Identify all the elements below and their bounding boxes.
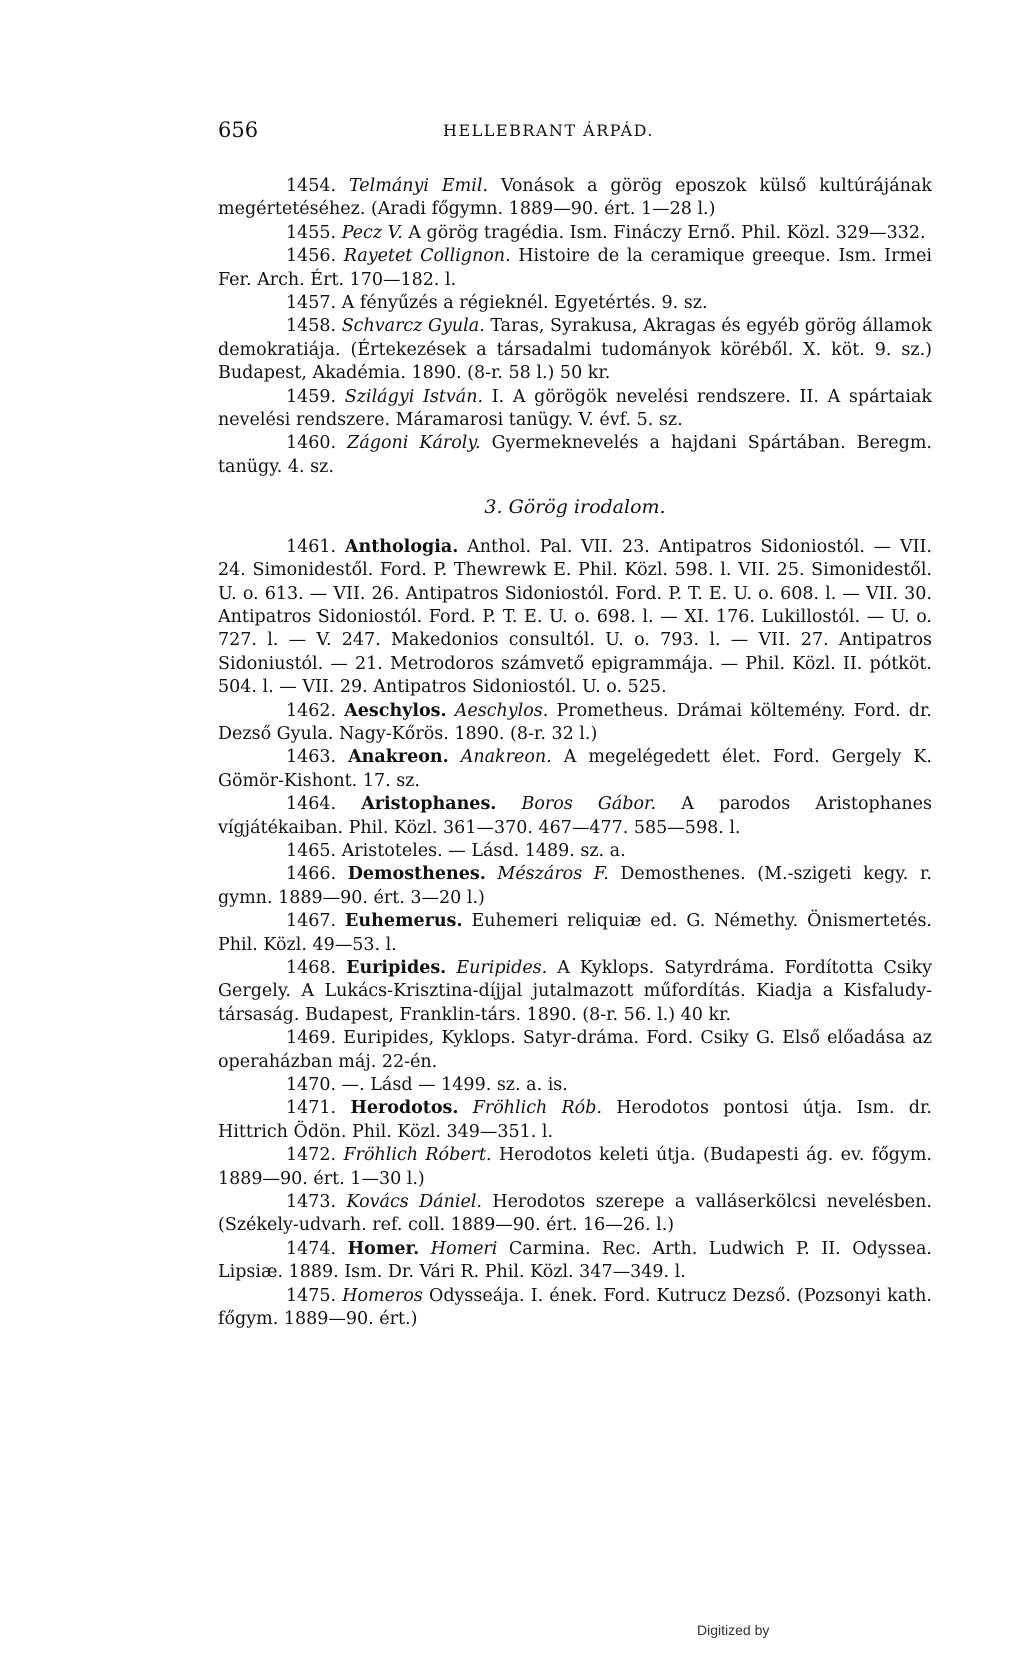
page-number: 656 bbox=[218, 118, 259, 142]
entry-subject: Aeschylos. bbox=[344, 700, 447, 721]
bibliography-entry bbox=[218, 222, 932, 245]
bibliography-entry bbox=[218, 1097, 932, 1144]
bibliography-entry bbox=[218, 175, 932, 222]
entry-number: 1471. bbox=[286, 1098, 337, 1119]
entry-text: I. A görögök nevelési rendszere. II. A spártaiak nevelési rendszere. Máramarosi tanügy. V. évf. 5. sz. bbox=[218, 386, 932, 431]
entry-text: Odysseája. I. ének. Ford. Kutrucz Dezső. (Pozsonyi kath. főgym. 1889—90. ért.) bbox=[218, 1285, 932, 1330]
entry-text: Aristoteles. — Lásd. 1489. sz. a. bbox=[336, 840, 626, 861]
digitized-by-footer: Digitized by bbox=[697, 1622, 770, 1638]
bibliography-entry bbox=[218, 1238, 932, 1285]
entry-text: Herodotos pontosi útja. Ism. dr. Hittrich Ödön. Phil. Közl. 349—351. l. bbox=[218, 1098, 932, 1142]
entry-text: Anthol. Pal. VII. 23. Antipatros Sidoniostól. — VII. 24. Simonidestől. Ford. P. Thewrewk E. Phil. Közl. 598. l. VII. 25. Simonidestől. U. o. 613. — VII. 26. Antipatros Sidoniostól. Ford. P. T. E. U. o. 608. l. — VII. 30. Antipatros Sidoniostól. Ford. P. T. E. U. o. 698. l. — XI. 176. Lukillostól. — U. o. 727. l. — V. 247. Makedonios consultól. U. o. 793. l. — VII. 27. Antipatros Sidoniustól. — 21. Metrodoros számvető epigrammája. — Phil. Közl. II. pótköt. 504. l. — VII. 29. Antipatros Sidoniostól. U. o. 525. bbox=[218, 536, 932, 698]
entry-text: Herodotos szerepe a valláserkölcsi nevelésben. (Székely-udvarh. ref. coll. 1889—90. ért. 16—26. l.) bbox=[218, 1192, 932, 1236]
bibliography-entry bbox=[218, 292, 932, 315]
entry-subject: Euripides. bbox=[346, 958, 447, 978]
entry-number: 1462. bbox=[286, 700, 337, 721]
entry-text: Taras, Syrakusa, Akragas és egyéb görög államok demokratiája. (Értekezések a társadalmi tudományok köréből. X. köt. 9. sz.) Budapest, Akadémia. 1890. (8-r. 58 l.) 50 kr. bbox=[218, 316, 932, 384]
entry-text: Prometheus. Drámai költemény. Ford. dr. Dezső Gyula. Nagy-Kőrös. 1890. (8-r. 32 l.) bbox=[218, 700, 932, 744]
entry-text: Demosthenes. (M.-szigeti kegy. r. gymn. 1889—90. ért. 3—20 l.) bbox=[218, 864, 932, 908]
entry-author: Homeri bbox=[430, 1238, 498, 1259]
entry-text: Euhemeri reliquiæ ed. G. Némethy. Önismertetés. Phil. Közl. 49—53. l. bbox=[218, 911, 932, 955]
entry-number: 1473. bbox=[286, 1192, 337, 1213]
entry-list-literature bbox=[218, 536, 932, 1332]
bibliography-entry bbox=[218, 245, 932, 292]
entry-subject: Herodotos. bbox=[350, 1098, 459, 1119]
entry-author: Zágoni Károly. bbox=[347, 433, 481, 454]
entry-number: 1466. bbox=[286, 864, 337, 885]
bibliography-entry bbox=[218, 315, 932, 385]
section-heading: 3. Görög irodalom. bbox=[484, 496, 666, 519]
entry-author: Fröhlich Róbert. bbox=[343, 1145, 492, 1166]
bibliography-entry bbox=[218, 1144, 932, 1191]
bibliography-entry bbox=[218, 432, 932, 479]
entry-author: Rayetet Collignon. bbox=[343, 246, 511, 267]
entry-text: A görög tragédia. Ism. Fináczy Ernő. Phil. Közl. 329—332. bbox=[402, 222, 926, 243]
entry-subject: Aristophanes. bbox=[361, 794, 497, 815]
entry-subject: Anakreon. bbox=[348, 747, 449, 768]
bibliography-entry bbox=[218, 793, 932, 840]
entry-number: 1459. bbox=[286, 386, 337, 407]
entry-text: Vonások a görög eposzok külső kultúrájának megértetéséhez. (Aradi főgymn. 1889—90. ért. 1—28 l.) bbox=[218, 176, 932, 220]
entry-number: 1461. bbox=[286, 536, 337, 557]
entry-author: Mészáros F. bbox=[497, 864, 609, 885]
entry-number: 1472. bbox=[286, 1145, 337, 1166]
bibliography-entry bbox=[218, 1074, 932, 1097]
entry-author: Homeros bbox=[342, 1285, 423, 1306]
entry-author: Euripides. bbox=[456, 958, 548, 978]
entry-author: Aeschylos. bbox=[454, 700, 549, 721]
entry-author: Anakreon. bbox=[460, 747, 552, 768]
bibliography-entry bbox=[218, 746, 932, 793]
entry-number: 1454. bbox=[286, 176, 337, 196]
entry-author: Schvarcz Gyula. bbox=[341, 316, 485, 337]
entry-list-general bbox=[218, 175, 932, 479]
entry-number: 1456. bbox=[286, 246, 337, 267]
bibliography-entry bbox=[218, 863, 932, 910]
bibliography-entry bbox=[218, 1285, 932, 1332]
entry-number: 1463. bbox=[286, 747, 337, 768]
entry-number: 1474. bbox=[286, 1238, 337, 1259]
bibliography-entry bbox=[218, 700, 932, 747]
entry-author: Pecz V. bbox=[341, 222, 403, 243]
entry-text: A megelégedett élet. Ford. Gergely K. Gömör-Kishont. 17. sz. bbox=[218, 747, 932, 791]
entry-number: 1457. bbox=[286, 293, 337, 314]
entry-number: 1464. bbox=[286, 794, 337, 815]
entry-author: Szilágyi István. bbox=[344, 386, 484, 407]
entry-number: 1455. bbox=[286, 222, 337, 243]
bibliography-entry bbox=[218, 840, 932, 863]
entry-number: 1470. bbox=[286, 1075, 337, 1096]
entry-text: Gyermeknevelés a hajdani Spártában. Beregm. tanügy. 4. sz. bbox=[218, 433, 932, 477]
entry-text: A parodos Aristophanes vígjátékaiban. Phil. Közl. 361—370. 467—477. 585—598. l. bbox=[218, 794, 932, 838]
entry-text: Herodotos keleti útja. (Budapesti ág. ev. főgym. 1889—90. ért. 1—30 l.) bbox=[218, 1145, 932, 1189]
bibliography-entry bbox=[218, 957, 932, 1027]
entry-number: 1460. bbox=[286, 433, 337, 454]
bibliography-entry bbox=[218, 1191, 932, 1238]
entry-number: 1467. bbox=[286, 911, 337, 932]
bibliography-entry bbox=[218, 386, 932, 433]
entry-author: Boros Gábor. bbox=[521, 794, 657, 815]
entry-text: Histoire de la ceramique greeque. Ism. Irmei Fer. Arch. Ért. 170—182. l. bbox=[218, 246, 932, 290]
entry-subject: Euhemerus. bbox=[345, 911, 463, 932]
entry-text: Carmina. Rec. Arth. Ludwich P. II. Odyssea. Lipsiæ. 1889. Ism. Dr. Vári R. Phil. Közl. 347—349. l. bbox=[218, 1238, 932, 1283]
entry-subject: Homer. bbox=[347, 1238, 420, 1259]
entry-number: 1465. bbox=[286, 840, 337, 861]
page-body bbox=[218, 175, 932, 1332]
bibliography-entry bbox=[218, 910, 932, 957]
entry-text: Euripides, Kyklops. Satyr-dráma. Ford. Csiky G. Első előadása az operaházban máj. 22-én. bbox=[218, 1028, 932, 1072]
entry-number: 1469. bbox=[286, 1028, 337, 1049]
entry-subject: Demosthenes. bbox=[347, 864, 486, 885]
entry-text: A Kyklops. Satyrdráma. Fordította Csiky Gergely. A Lukács-Krisztina-díjjal jutalmazott műfordítás. Kiadja a Kisfaludy-társaság. Budapest, Franklin-társ. 1890. (8-r. 56. l.) 40 kr. bbox=[218, 958, 932, 1025]
running-title: HELLEBRANT ÁRPÁD. bbox=[443, 121, 654, 140]
entry-subject: Anthologia. bbox=[344, 536, 459, 557]
entry-text: A fényűzés a régieknél. Egyetértés. 9. sz. bbox=[336, 293, 708, 314]
entry-number: 1468. bbox=[286, 958, 337, 978]
entry-number: 1458. bbox=[286, 316, 337, 337]
entry-number: 1475. bbox=[286, 1285, 337, 1306]
entry-author: Kovács Dániel. bbox=[346, 1192, 482, 1213]
entry-author: Telmányi Emil. bbox=[348, 176, 488, 196]
bibliography-entry bbox=[218, 1027, 932, 1074]
entry-text: —. Lásd — 1499. sz. a. is. bbox=[336, 1075, 568, 1096]
entry-author: Fröhlich Rób. bbox=[472, 1098, 602, 1119]
bibliography-entry bbox=[218, 536, 932, 700]
